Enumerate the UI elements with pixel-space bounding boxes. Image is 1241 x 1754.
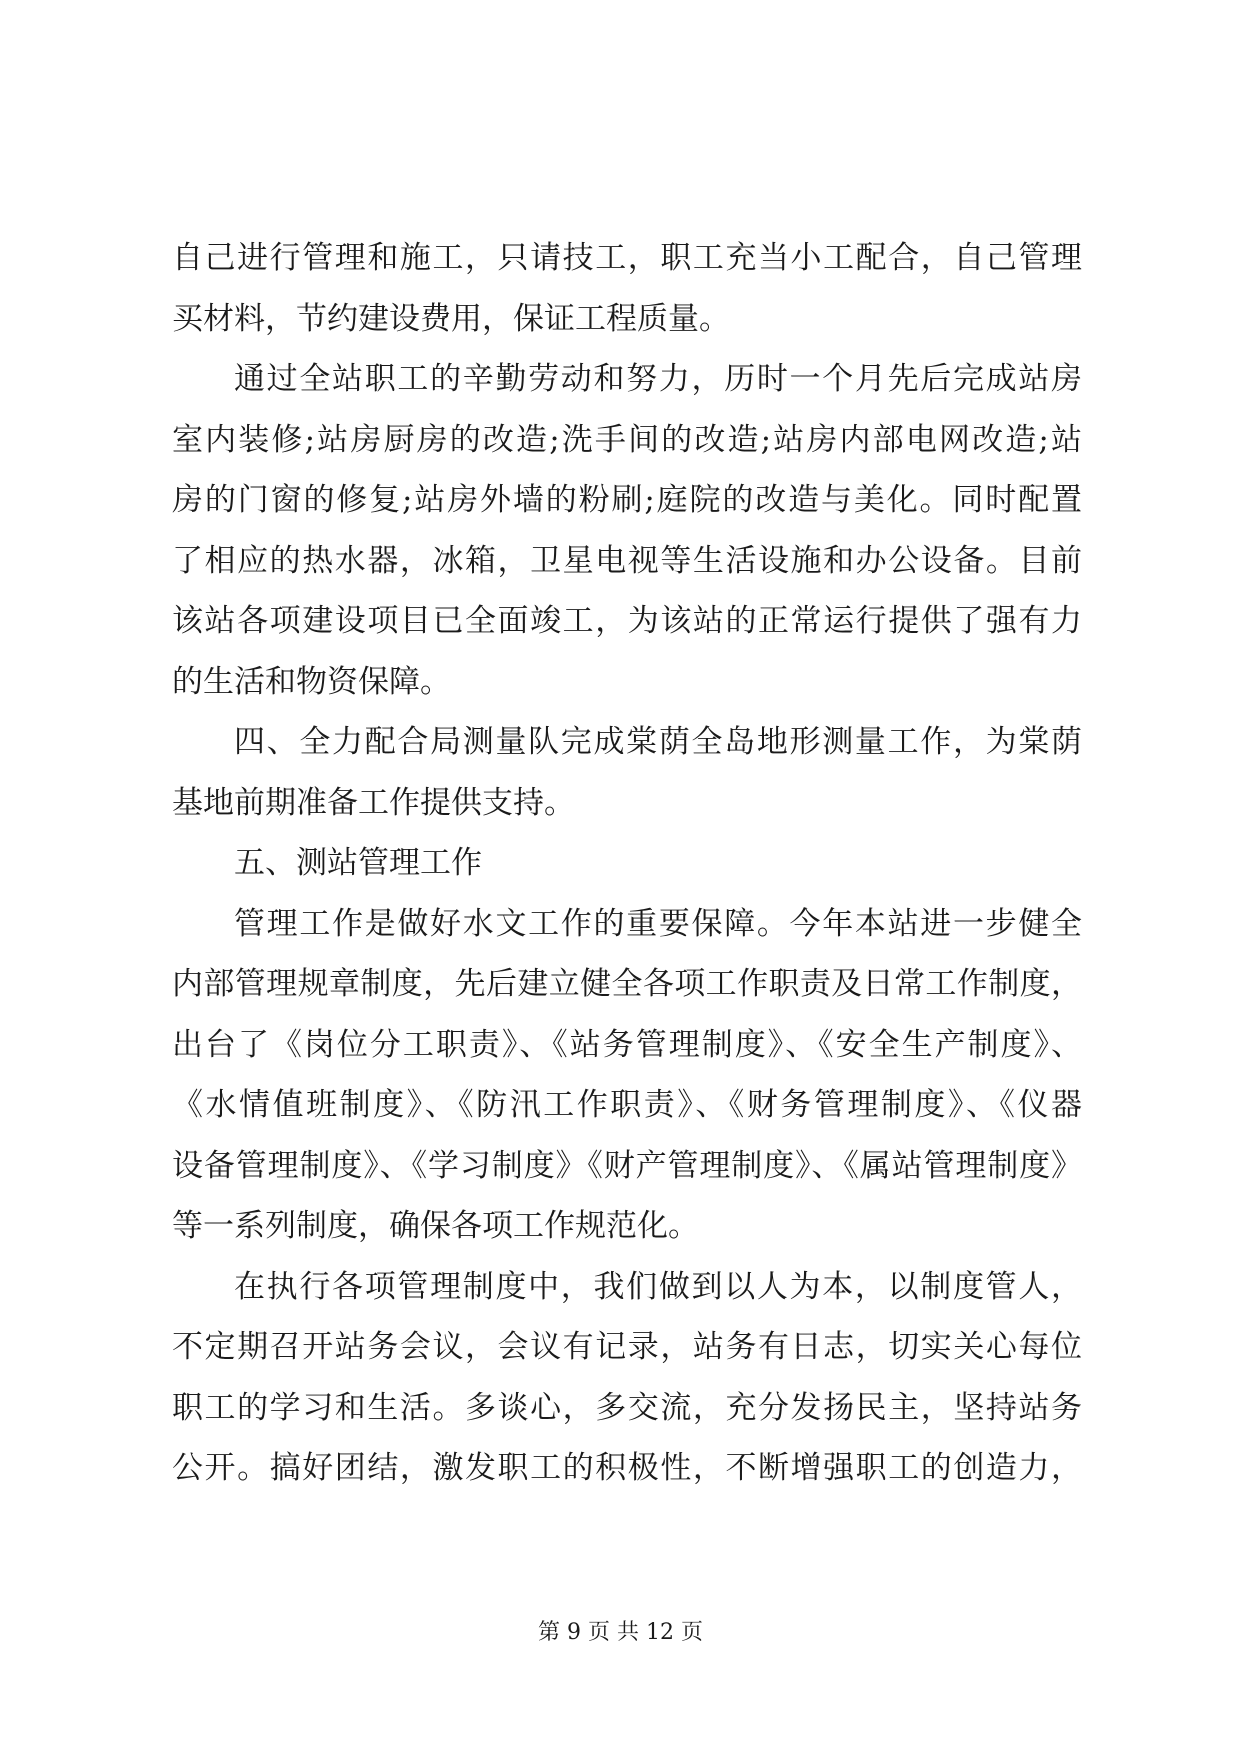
text-line: 设备管理制度》、《学习制度》《财产管理制度》、《属站管理制度》: [172, 1147, 1082, 1184]
text-line: 了相应的热水器，冰箱，卫星电视等生活设施和办公设备。目前: [172, 542, 1082, 579]
text-line: 室内装修;站房厨房的改造;洗手间的改造;站房内部电网改造;站: [172, 421, 1082, 458]
text-line: 管理工作是做好水文工作的重要保障。今年本站进一步健全: [234, 905, 1082, 942]
text-line: 自己进行管理和施工，只请技工，职工充当小工配合，自己管理: [172, 240, 1082, 276]
text-line: 出台了《岗位分工职责》、《站务管理制度》、《安全生产制度》、: [172, 1026, 1082, 1063]
text-line: 该站各项建设项目已全面竣工，为该站的正常运行提供了强有力: [172, 603, 1082, 639]
text-line: 职工的学习和生活。多谈心，多交流，充分发扬民主，坚持站务: [172, 1389, 1082, 1426]
page-footer: 第 9 页 共 12 页: [538, 1620, 703, 1645]
text-line: 内部管理规章制度，先后建立健全各项工作职责及日常工作制度，: [172, 966, 1082, 1002]
text-line: 买材料，节约建设费用，保证工程质量。: [172, 300, 730, 337]
text-line: 《水情值班制度》、《防汛工作职责》、《财务管理制度》、《仪器: [172, 1087, 1082, 1123]
text-line: 在执行各项管理制度中，我们做到以人为本，以制度管人，: [234, 1268, 1082, 1305]
text-line: 五、测站管理工作: [234, 845, 482, 881]
document-body: [172, 228, 1082, 1499]
text-line: 等一系列制度，确保各项工作规范化。: [172, 1208, 699, 1244]
text-line: 四、全力配合局测量队完成棠荫全岛地形测量工作，为棠荫: [234, 724, 1082, 760]
text-line: 房的门窗的修复;站房外墙的粉刷;庭院的改造与美化。同时配置: [172, 482, 1082, 518]
text-line: 通过全站职工的辛勤劳动和努力，历时一个月先后完成站房: [234, 361, 1082, 397]
text-line: 基地前期准备工作提供支持。: [172, 784, 575, 821]
text-line: 不定期召开站务会议，会议有记录，站务有日志，切实关心每位: [172, 1329, 1082, 1365]
text-line: 公开。搞好团结，激发职工的积极性，不断增强职工的创造力，: [172, 1450, 1082, 1486]
text-line: 的生活和物资保障。: [172, 663, 451, 700]
